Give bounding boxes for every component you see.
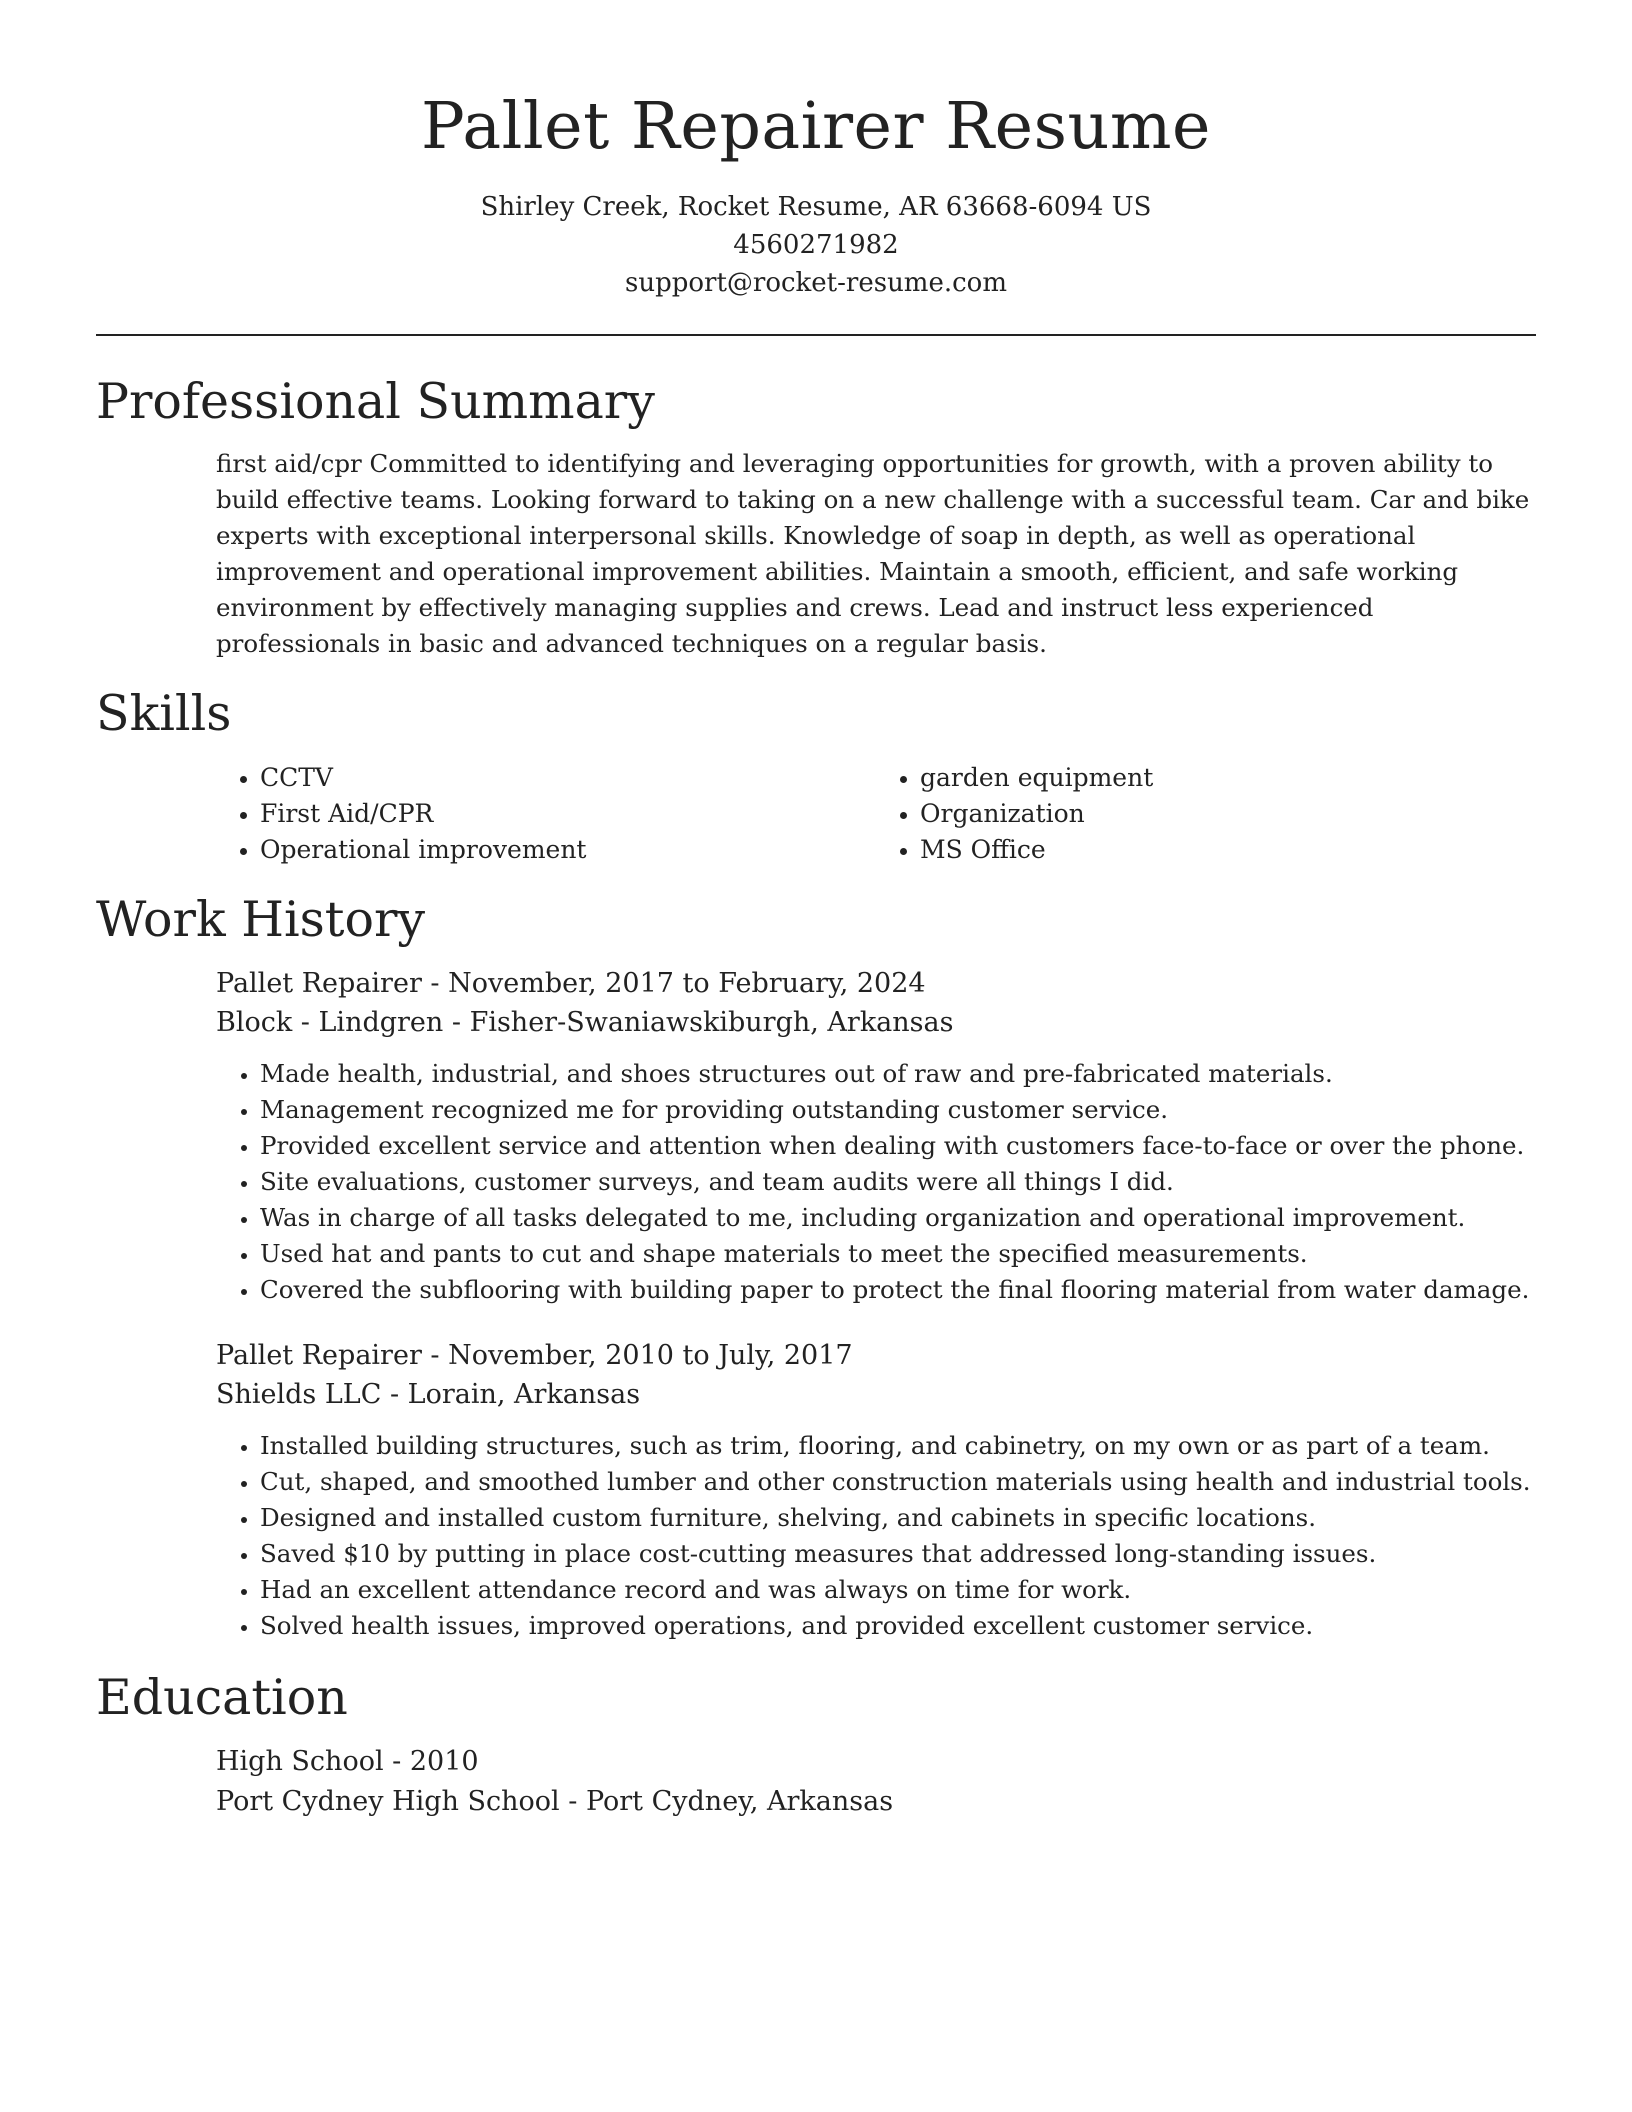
education-school-line: Port Cydney High School - Port Cydney, Arkansas (216, 1786, 894, 1817)
job-bullet: • Solved health issues, improved operations, and provided excellent customer service. (260, 1608, 1536, 1644)
phone-text: 4560271982 (733, 230, 899, 260)
skill-item: • CCTV (260, 760, 876, 796)
job-company-line: Shields LLC - Lorain, Arkansas (216, 1379, 641, 1410)
job-bullet: • Was in charge of all tasks delegated to me, including organization and operational improvement. (260, 1200, 1536, 1236)
job-entry (216, 1336, 1536, 1644)
skills-heading: Skills (96, 685, 232, 742)
email-text: support@rocket-resume.com (624, 268, 1007, 298)
job-bullet: • Made health, industrial, and shoes structures out of raw and pre-fabricated materials. (260, 1056, 1536, 1092)
job-bullet: • Covered the subflooring with building paper to protect the final flooring material from water damage. (260, 1272, 1536, 1308)
skills-column-left (216, 760, 876, 868)
job-bullets (216, 1056, 1536, 1308)
skills-section (96, 682, 1536, 868)
work-history-section (96, 888, 1536, 1644)
summary-text: first aid/cpr Committed to identifying and leveraging opportunities for growth, with a proven ability to build effective teams. Looking forward to taking on a new challenge with a successful team. Car and bike experts with exceptional interpersonal skills. Knowledge of soap in depth, as well as operational improvement and operational improvement abilities. Maintain a smooth, efficient, and safe working environment by effectively managing supplies and crews. Lead and instruct less experienced professionals in basic and advanced techniques on a regular basis. (216, 449, 1530, 658)
skill-item: • MS Office (920, 832, 1536, 868)
contact-info (96, 188, 1536, 302)
job-entry (216, 964, 1536, 1308)
job-bullet: • Provided excellent service and attention when dealing with customers face-to-face or over the phone. (260, 1128, 1536, 1164)
resume-title: Pallet Repairer Resume (421, 89, 1211, 164)
job-bullet: • Installed building structures, such as trim, flooring, and cabinetry, on my own or as part of a team. (260, 1428, 1536, 1464)
skill-item: • Operational improvement (260, 832, 876, 868)
job-bullet: • Management recognized me for providing outstanding customer service. (260, 1092, 1536, 1128)
job-bullet: • Site evaluations, customer surveys, and team audits were all things I did. (260, 1164, 1536, 1200)
resume-header (96, 0, 1536, 302)
job-title-line: Pallet Repairer - November, 2010 to July, 2017 (216, 1340, 853, 1371)
skill-item: • garden equipment (920, 760, 1536, 796)
address-text: Shirley Creek, Rocket Resume, AR 63668-6094 US (480, 192, 1152, 222)
education-section (96, 1666, 1536, 1822)
header-divider (96, 334, 1536, 336)
skills-list (216, 760, 1536, 868)
job-bullet: • Used hat and pants to cut and shape materials to meet the specified measurements. (260, 1236, 1536, 1272)
education-degree-line: High School - 2010 (216, 1746, 479, 1777)
job-title-line: Pallet Repairer - November, 2017 to February, 2024 (216, 968, 926, 999)
skill-item: • First Aid/CPR (260, 796, 876, 832)
job-bullet: • Cut, shaped, and smoothed lumber and other construction materials using health and industrial tools. (260, 1464, 1536, 1500)
education-entry (216, 1742, 1536, 1822)
job-bullet: • Designed and installed custom furniture, shelving, and cabinets in specific locations. (260, 1500, 1536, 1536)
work-history-heading: Work History (96, 891, 426, 948)
skill-item: • Organization (920, 796, 1536, 832)
education-heading: Education (96, 1669, 348, 1726)
summary-section (96, 370, 1536, 662)
job-bullet: • Saved $10 by putting in place cost-cutting measures that addressed long-standing issues. (260, 1536, 1536, 1572)
job-bullets (216, 1428, 1536, 1644)
job-company-line: Block - Lindgren - Fisher-Swaniawskiburgh, Arkansas (216, 1007, 954, 1038)
summary-heading: Professional Summary (96, 373, 655, 430)
job-bullet: • Had an excellent attendance record and was always on time for work. (260, 1572, 1536, 1608)
skills-column-right (876, 760, 1536, 868)
